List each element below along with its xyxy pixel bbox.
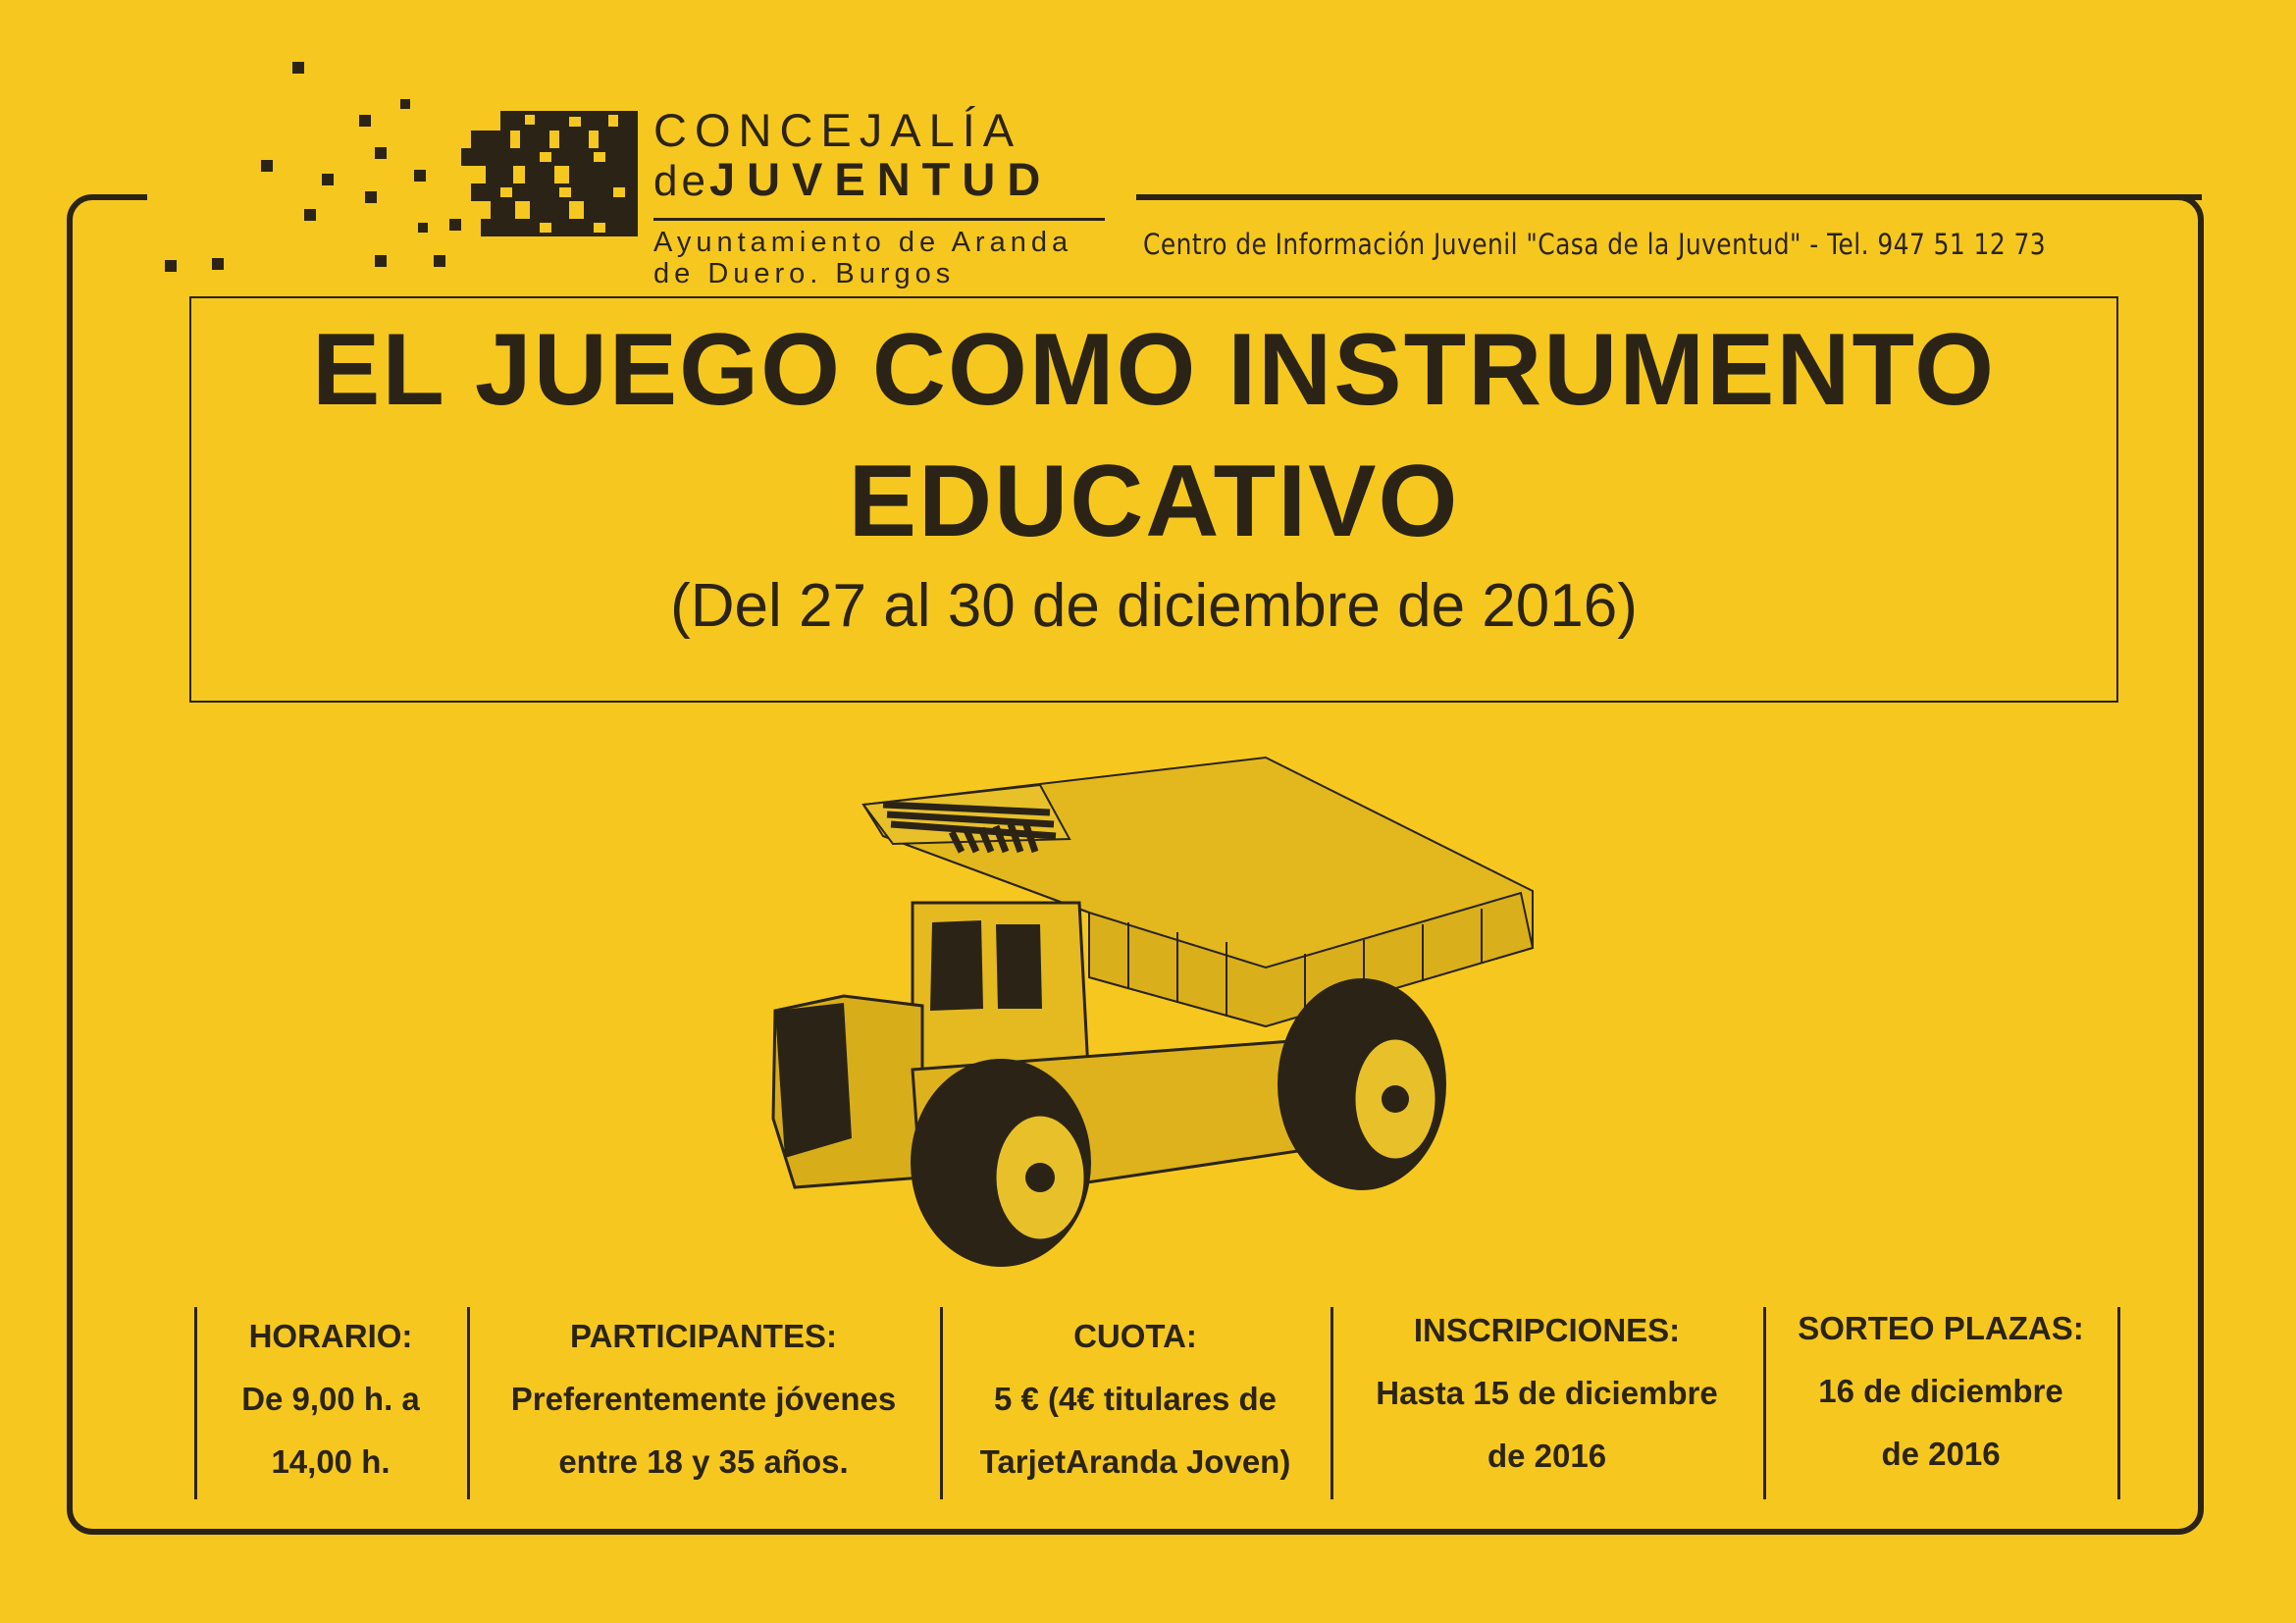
page-title xyxy=(189,304,2118,567)
column-heading: INSCRIPCIONES: xyxy=(1413,1312,1681,1348)
title-line-2: EDUCATIVO xyxy=(848,445,1460,558)
concejalia-logo-icon xyxy=(147,54,638,289)
header-rule xyxy=(1140,194,2202,200)
column-heading: CUOTA: xyxy=(1073,1318,1197,1354)
logo-ayuntamiento: Ayuntamiento de Aranda xyxy=(653,227,1073,258)
column-text: TarjetAranda Joven) xyxy=(979,1443,1291,1480)
column-heading: HORARIO: xyxy=(248,1318,413,1354)
logo-prefix: de xyxy=(653,157,709,205)
info-column-inscripciones xyxy=(1333,1299,1760,1488)
column-text: 5 € (4€ titulares de xyxy=(994,1381,1277,1417)
logo-juventud: JUVENTUD xyxy=(708,153,1053,205)
info-column-sorteo xyxy=(1766,1297,2115,1486)
title-line-1: EL JUEGO COMO INSTRUMENTO xyxy=(311,313,1997,427)
column-heading: SORTEO PLAZAS: xyxy=(1798,1310,2084,1346)
event-dates: (Del 27 al 30 de diciembre de 2016) xyxy=(670,572,1638,640)
column-text: 14,00 h. xyxy=(271,1443,391,1480)
column-text: De 9,00 h. a xyxy=(241,1381,420,1417)
column-text: entre 18 y 35 años. xyxy=(558,1443,849,1480)
column-text: 16 de diciembre xyxy=(1818,1373,2063,1409)
column-text: Hasta 15 de diciembre xyxy=(1376,1375,1718,1411)
column-heading: PARTICIPANTES: xyxy=(570,1318,837,1354)
info-column-horario xyxy=(196,1305,465,1493)
column-text: de 2016 xyxy=(1881,1436,2001,1472)
logo-text xyxy=(653,106,1115,289)
dump-truck-toy-icon xyxy=(756,746,1560,1276)
logo-location: de Duero. Burgos xyxy=(653,258,956,289)
logo-subtitle xyxy=(653,155,1105,221)
column-text: de 2016 xyxy=(1487,1438,1607,1474)
contact-info: Centro de Información Juvenil "Casa de la Juventud" - Tel. 947 51 12 73 xyxy=(1143,228,2047,261)
info-column-cuota xyxy=(943,1305,1328,1493)
column-text: Preferentemente jóvenes xyxy=(510,1381,897,1417)
info-column-participantes xyxy=(470,1305,937,1493)
logo-title: CONCEJALÍA xyxy=(653,104,1022,156)
column-divider xyxy=(2117,1307,2120,1499)
